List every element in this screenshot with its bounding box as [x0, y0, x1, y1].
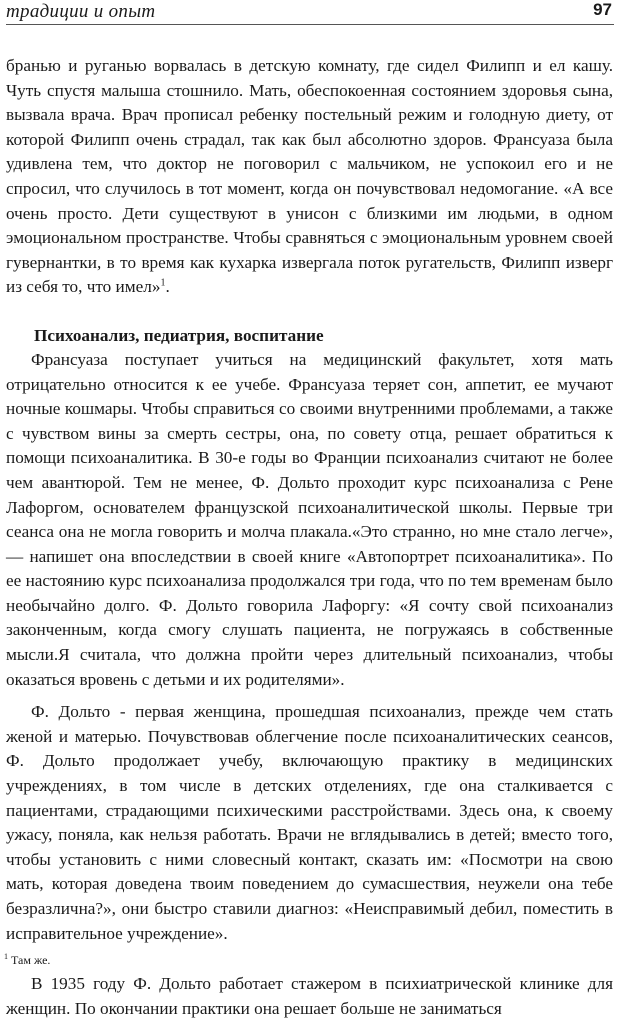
footnote [4, 953, 50, 967]
paragraph-1-end: . [165, 277, 170, 297]
running-header-title: традиции и опыт [6, 1, 156, 22]
paragraph-1 [6, 54, 613, 300]
paragraph-3: Ф. Дольто - первая женщина, прошедшая психоанализ, прежде чем стать женой и матерью. Почувствовав облегчение после психоаналитических сеансов, Ф. Дольто продолжает учебу, включающую практику в медицинских учреждениях, в том числе в детских отделениях, где она сталкивается с пациентами, страдающими психическими расстройствами. Здесь она, к своему ужасу, поняла, как нельзя работать. Врачи не вглядывались в детей; вместо того, чтобы установить с ними словесный контакт, сказать им: «Посмотри на свою мать, которая доведена твоим поведением до сумасшествия, неужели она тебе безразлична?», они быстро ставили диагноз: «Неисправимый дебил, поместить в исправительное учреждение». [6, 702, 613, 943]
page-body [6, 54, 613, 1021]
running-header [6, 0, 614, 25]
paragraph-2: Франсуаза поступает учиться на медицинский факультет, хотя мать отрицательно относится к ее учебе. Франсуаза теряет сон, аппетит, ее мучают ночные кошмары. Чтобы справиться со своими внутренними проблемами, а также с чувством вины за смерть сестры, она, по совету отца, решает обратиться к помощи психоаналитика. В 30-е годы во Франции психоанализ считают не более чем авантюрой. Тем не менее, Ф. Дольто проходит курс психоанализа с Рене Лафоргом, основателем французской психоаналитической школы. Первые три сеанса она не могла говорить и молча плакала.«Это странно, но мне стало легче», — напишет она впоследствии в своей книге «Автопортрет психоаналитика». По ее настоянию курс психоанализа продолжался три года, что по тем временам было необычайно долго. Ф. Дольто говорила Лафоргу: «Я сочту свой психоанализ законченным, когда смогу слушать пациента, не погружаясь в собственные мысли.Я считала, что должна пройти через длительный психоанализ, чтобы оказаться вровень с детьми и их родителями». [6, 349, 613, 689]
section-heading: Психоанализ, педиатрия, воспитание [34, 325, 324, 345]
paragraph-4: В 1935 году Ф. Дольто работает стажером в психиатрической клинике для женщин. По окончании практики она решает больше не заниматься [6, 974, 613, 1018]
footnote-reference: 1 [160, 277, 166, 289]
paragraph-1-text: бранью и руганью ворвалась в детскую комнату, где сидел Филипп и ел кашу. Чуть спустя малыша стошнило. Мать, обеспокоенная состоянием здоровья сына, вызвала врача. Врач прописал ребенку постельный режим и голодную диету, от которой Филипп очень страдал, так как был абсолютно здоров. Франсуаза была удивлена тем, что доктор не поговорил с мальчиком, не успокоил его и не спросил, что случилось в тот момент, когда он почувствовал недомогание. «А все очень просто. Дети существуют в унисон с близкими им людьми, в одном эмоциональном пространстве. Чтобы сравняться с эмоциональным уровнем своей гувернантки, в то время как кухарка извергала поток ругательств, Филипп изверг из себя то, что имел» [6, 56, 613, 297]
footnote-mark: 1 [4, 952, 8, 961]
page-number: 97 [593, 0, 612, 19]
footnote-text: Там же. [11, 953, 51, 967]
